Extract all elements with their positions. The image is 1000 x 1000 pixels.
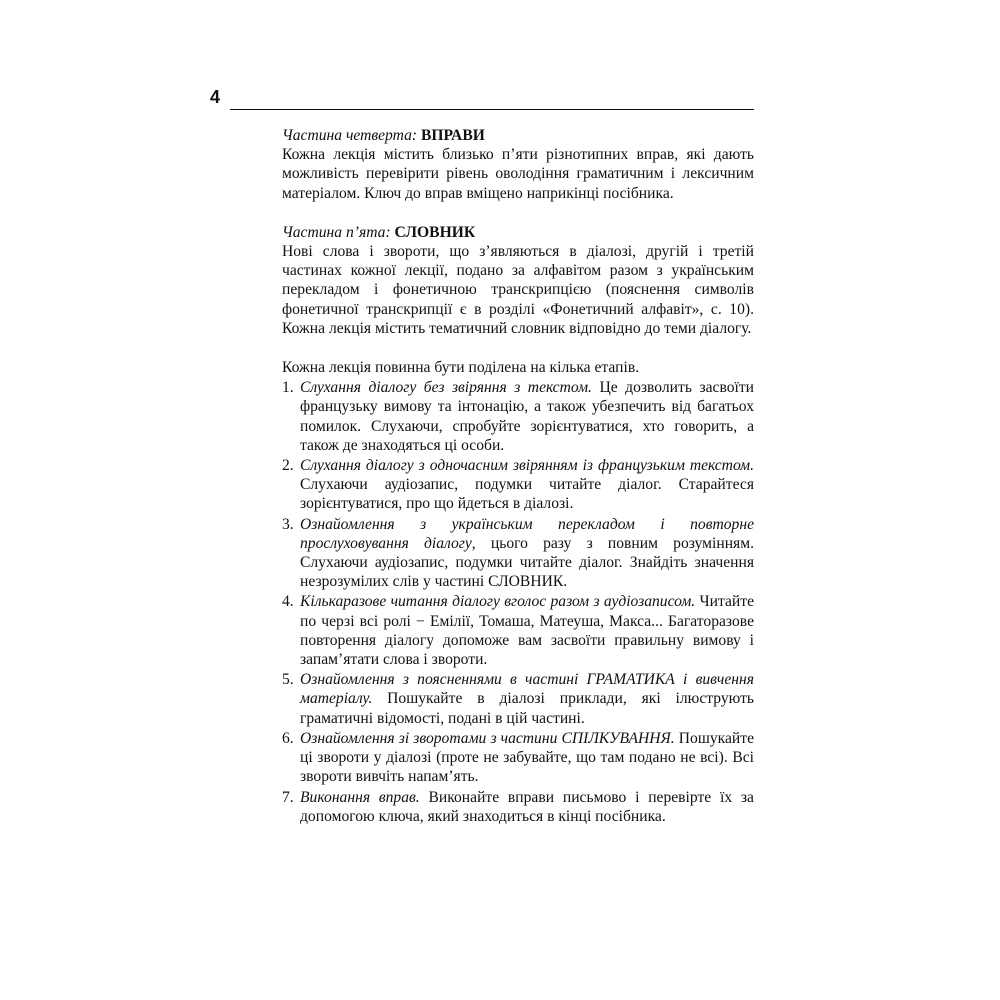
step-number: 3. (282, 515, 294, 533)
step-text: Пошукайте в діалозі приклади, які ілюструють граматичні відомості, подані в цій частині. (300, 690, 754, 727)
steps-list (282, 378, 754, 826)
section-body: Нові слова і звороти, що з’являються в діалозі, другій і третій частинах кожної лекції, подано за алфавітом разом з українським перекладом і фонетичною транскрипцією (пояснення символів фонетичної транскрипції є в розділі «Фонетичний алфавіт», с. 10). Кожна лекція містить тематичний словник відповідно до теми діалогу. (282, 243, 754, 337)
step-text: Пошукайте ці звороти у діалозі (проте не забувайте, що там подано не всі). Всі звороти вивчіть напам’ять. (300, 729, 755, 786)
page-number: 4 (210, 87, 221, 107)
section-body: Кожна лекція містить близько п’яти різнотипних вправ, які дають можливість перевірити рівень оволодіння граматичним і лексичним матеріалом. Ключ до вправ вміщено наприкінці посібника. (282, 146, 754, 202)
step-text: Це дозволить засвоїти французьку вимову та інтонацію, а також убезпечить від багатьох помилок. Слухаючи, спробуйте зорієнтуватися, хто говорить, а також де знаходяться ці особи. (300, 379, 754, 454)
step-text: Слухаючи аудіозапис, подумки читайте діалог. Старайтеся зорієнтуватися, про що йдеться в діалозі. (300, 476, 754, 513)
step-text: Читайте по черзі всі ролі − Емілії, Томаша, Матеуша, Макса... Багаторазове повторення діалогу допоможе вам засвоїти правильну вимову і запам’ятати слова і звороти. (300, 593, 754, 669)
list-item (282, 456, 754, 514)
step-text: , цього разу з повним розумінням. Слухаючи аудіозапис, подумки читайте діалог. Знайдіть значення незрозумілих слів у частині СЛОВНИК. (300, 534, 754, 591)
header-rule (230, 109, 754, 110)
step-number: 1. (282, 379, 294, 397)
list-item (282, 515, 754, 592)
page-content (282, 126, 754, 826)
step-number: 4. (282, 593, 294, 611)
list-item (282, 378, 754, 455)
section-part-label: Частина четверта: (282, 127, 418, 144)
step-title: Ознайомлення з поясненнями в частині ГРАМАТИКА і вивчення матеріалу. (300, 671, 754, 708)
section-title: ВПРАВИ (421, 127, 485, 144)
steps-intro: Кожна лекція повинна бути поділена на кілька етапів. (282, 359, 640, 377)
step-title: Ознайомлення зі зворотами з частини СПІЛКУВАННЯ. (300, 729, 675, 747)
list-item (282, 729, 754, 787)
section-heading (282, 223, 754, 242)
step-number: 5. (282, 671, 294, 689)
section-heading (282, 126, 754, 145)
step-title: Слухання діалогу без звіряння з текстом. (300, 379, 592, 397)
section-title: СЛОВНИК (394, 223, 476, 241)
section-exercises (282, 126, 754, 203)
step-title: Кількаразове читання діалогу вголос разом з аудіозаписом. (300, 593, 696, 611)
step-text: Виконайте вправи письмово і перевірте їх за допомогою ключа, який знаходиться в кінці посібника. (300, 788, 754, 825)
step-number: 2. (282, 457, 294, 475)
step-number: 7. (282, 788, 294, 806)
list-item (282, 592, 754, 669)
step-title: Виконання вправ. (300, 788, 420, 806)
step-title: Ознайомлення з українським перекладом і повторне прослуховування діалогу (300, 515, 754, 552)
step-number: 6. (282, 729, 294, 747)
section-dictionary (282, 223, 754, 338)
list-item (282, 788, 754, 826)
section-part-label: Частина п’ята: (282, 223, 391, 241)
list-item (282, 670, 754, 728)
step-title: Слухання діалогу з одночасним звірянням із французьким текстом. (300, 457, 754, 475)
